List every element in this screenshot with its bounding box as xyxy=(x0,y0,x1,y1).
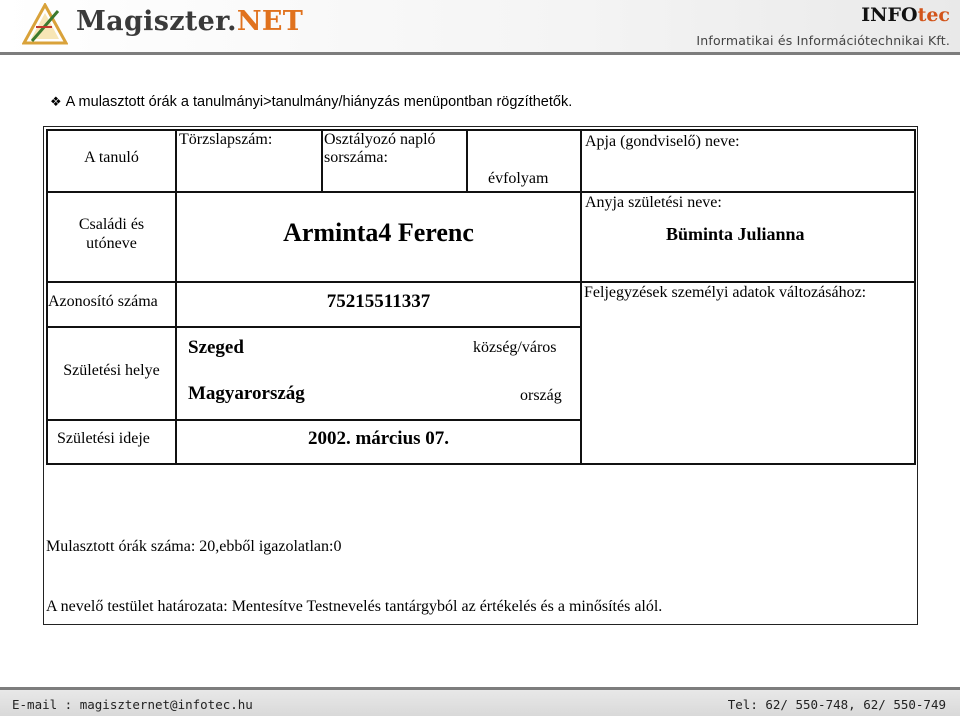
brand-name xyxy=(861,4,950,26)
name-label-line1: Családi és xyxy=(78,216,145,233)
logo-text xyxy=(76,6,303,37)
decision-text: A nevelő testület határozata: Mentesítve Testnevelés tantárgyból az értékelés és a minősítés alól. xyxy=(46,598,663,615)
logo-triangle-icon xyxy=(22,3,68,45)
registry-label: Törzslapszám: xyxy=(179,131,273,148)
year-label: évfolyam xyxy=(488,170,549,187)
name-label-line2: utóneve xyxy=(86,235,137,252)
brand-accent: tec xyxy=(917,4,950,26)
mother-name: Büminta Julianna xyxy=(666,224,805,244)
mother-label: Anyja születési neve: xyxy=(585,194,722,211)
notes-cell xyxy=(580,281,916,465)
country-label: ország xyxy=(520,387,562,404)
brand-subtitle: Informatikai és Információtechnikai Kft. xyxy=(696,33,950,48)
diamond-bullet-icon: ❖ xyxy=(50,94,62,109)
absences-text: Mulasztott órák száma: 20,ebből igazolatlan:0 xyxy=(46,538,342,555)
city-label: község/város xyxy=(473,339,557,356)
father-label: Apja (gondviselő) neve: xyxy=(585,133,740,150)
birthdate-label: Születési ideje xyxy=(57,430,150,447)
brand-main: INFO xyxy=(861,4,918,26)
intro-line xyxy=(50,94,572,110)
logo-main: Magiszter. xyxy=(76,6,237,37)
birthdate-value: 2002. március 07. xyxy=(307,428,450,449)
birth-country: Magyarország xyxy=(188,383,305,404)
logo-accent: NET xyxy=(236,6,304,37)
footer-bar xyxy=(0,687,960,716)
birth-city: Szeged xyxy=(188,337,244,358)
footer-phone: Tel: 62/ 550-748, 62/ 550-749 xyxy=(727,697,946,712)
footer-email: E-mail : magiszternet@infotec.hu xyxy=(12,697,253,712)
id-value: 75215511337 xyxy=(326,291,431,312)
class-log-label-line1: Osztályozó napló xyxy=(324,131,436,148)
intro-text: A mulasztott órák a tanulmányi>tanulmány/hiányzás menüpontban rögzíthetők. xyxy=(65,94,573,110)
student-label: A tanuló xyxy=(84,149,139,166)
id-label: Azonosító száma xyxy=(48,293,158,310)
student-name: Arminta4 Ferenc xyxy=(283,218,474,247)
notes-label: Feljegyzések személyi adatok változásához: xyxy=(584,284,867,301)
class-log-label-line2: sorszáma: xyxy=(324,149,388,166)
birthplace-label: Születési helye xyxy=(63,362,160,379)
header-banner xyxy=(0,0,960,55)
student-record-form xyxy=(43,126,918,625)
